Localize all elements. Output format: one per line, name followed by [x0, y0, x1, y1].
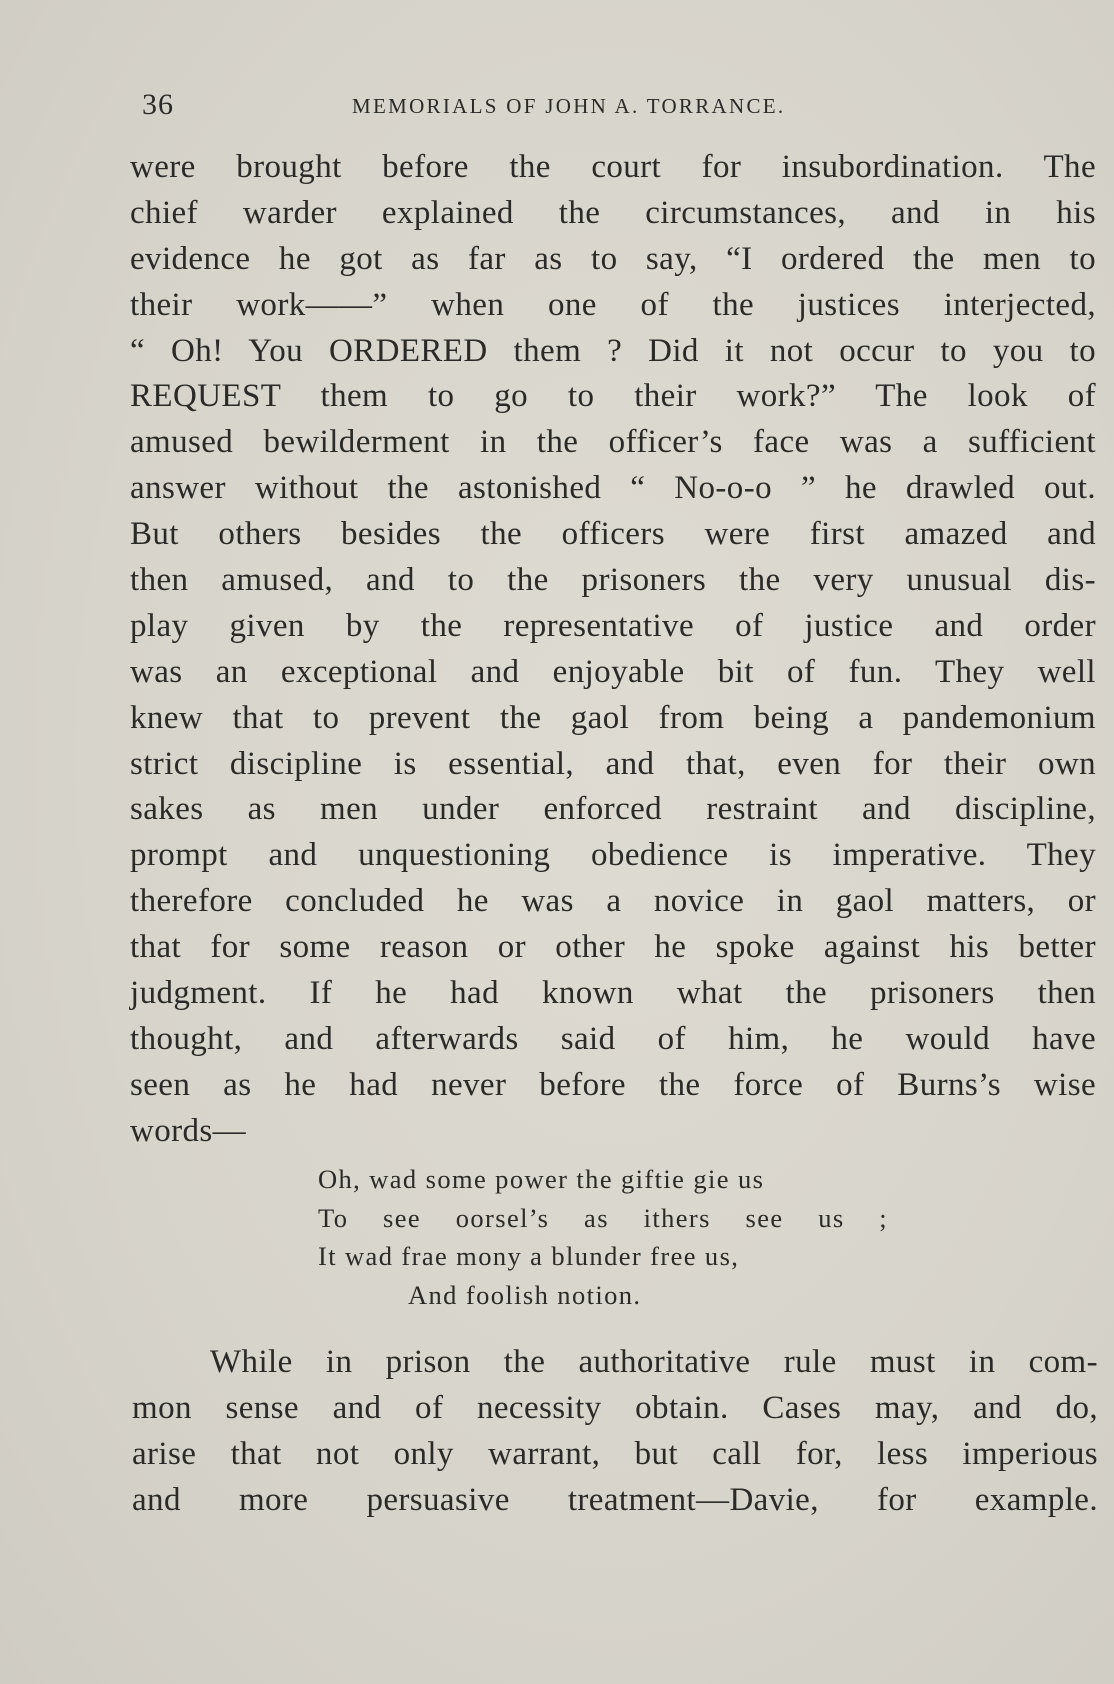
verse-line: And foolish notion.	[408, 1279, 642, 1310]
text-line: While in prison the authoritative rule must in com-	[210, 1344, 1098, 1380]
text-line: thought, and afterwards said of him, he would have	[130, 1020, 1096, 1057]
text-line: But others besides the officers were first amazed and	[130, 516, 1096, 553]
text-line: then amused, and to the prisoners the very unusual dis-	[130, 562, 1096, 599]
text-line: judgment. If he had known what the prisoners then	[130, 975, 1096, 1012]
text-line: answer without the astonished “ No-o-o ” he drawled out.	[130, 470, 1096, 507]
text-line: chief warder explained the circumstances, and in his	[130, 194, 1096, 231]
running-title: MEMORIALS OF JOHN A. TORRANCE.	[352, 94, 786, 118]
text-line: seen as he had never before the force of Burns’s wise	[130, 1066, 1096, 1103]
text-line: therefore concluded he was a novice in gaol matters, or	[130, 883, 1096, 920]
verse-quotation	[318, 1160, 888, 1314]
text-line: amused bewilderment in the officer’s face was a sufficient	[130, 424, 1096, 461]
text-line: prompt and unquestioning obedience is imperative. They	[130, 837, 1096, 874]
paragraph-2	[132, 1340, 1098, 1524]
text-line: their work——” when one of the justices interjected,	[130, 286, 1096, 323]
page-number: 36	[142, 88, 174, 121]
text-line: were brought before the court for insubordination. The	[130, 149, 1096, 185]
text-line: that for some reason or other he spoke against his better	[130, 929, 1096, 966]
verse-line: Oh, wad some power the giftie gie us	[318, 1164, 765, 1194]
text-line: strict discipline is essential, and that, even for their own	[130, 745, 1096, 782]
text-line: “ Oh! You ORDERED them ? Did it not occur to you to	[130, 332, 1096, 369]
text-line: sakes as men under enforced restraint and discipline,	[130, 791, 1096, 828]
running-head	[140, 88, 880, 128]
text-line: was an exceptional and enjoyable bit of fun. They well	[130, 653, 1096, 690]
paragraph-1	[130, 145, 1096, 1155]
verse-line: To see oorsel’s as ithers see us ;	[318, 1202, 888, 1233]
text-line: evidence he got as far as to say, “I ordered the men to	[130, 240, 1096, 277]
text-line: words—	[130, 1112, 247, 1149]
text-line: knew that to prevent the gaol from being a pandemonium	[130, 699, 1096, 736]
verse-line: It wad frae mony a blunder free us,	[318, 1241, 740, 1271]
text-line: arise that not only warrant, but call for, less imperious	[132, 1435, 1098, 1472]
text-line: and more persuasive treatment—Davie, for example.	[132, 1481, 1098, 1518]
text-line: REQUEST them to go to their work?” The look of	[130, 378, 1096, 415]
text-line: mon sense and of necessity obtain. Cases may, and do,	[132, 1389, 1098, 1426]
text-line: play given by the representative of justice and order	[130, 607, 1096, 644]
